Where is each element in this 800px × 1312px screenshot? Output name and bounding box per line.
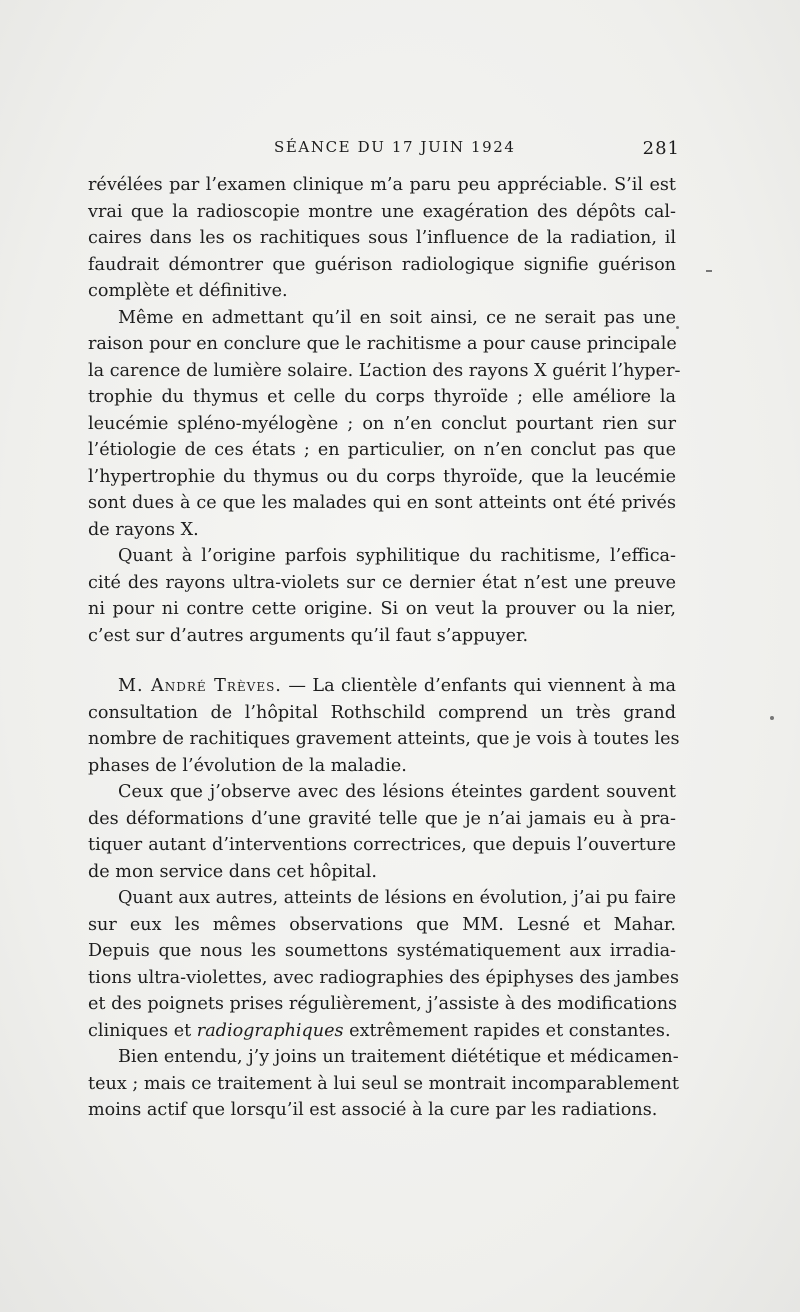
text-line: complète et définitive. <box>88 281 288 301</box>
text-line: Même en admettant qu’il en soit ainsi, ce ne serait pas une <box>118 307 676 328</box>
page-number: 281 <box>642 138 680 159</box>
paragraph-5 <box>88 779 676 885</box>
paragraph-1 <box>88 172 676 305</box>
text-line: l’étiologie de ces états ; en particulier, on n’en conclut pas que <box>88 440 676 460</box>
text-line: de rayons X. <box>88 519 199 540</box>
paragraph-4 <box>88 673 680 779</box>
running-title: SÉANCE DU 17 JUIN 1924 <box>274 138 516 156</box>
text-line: sont dues à ce que les malades qui en sont atteints ont été privés <box>88 493 676 513</box>
text-line: l’hypertrophie du thymus ou du corps thyroïde, que la leucémie <box>88 466 676 487</box>
text-line: de mon service dans cet hôpital. <box>88 861 377 882</box>
scan-speck <box>676 326 679 329</box>
text-line: tiquer autant d’interventions correctrices, que depuis l’ouverture <box>88 835 676 855</box>
text-fragment: extrêmement rapides et constantes. <box>343 1020 671 1041</box>
text-line: leucémie spléno-myélogène ; on n’en conclut pourtant rien sur <box>88 413 676 434</box>
text-line: trophie du thymus et celle du corps thyroïde ; elle améliore la <box>88 387 676 407</box>
text-line: raison pour en conclure que le rachitisme a pour cause principale <box>88 334 677 354</box>
text-line: c’est sur d’autres arguments qu’il faut s’appuyer. <box>88 625 529 646</box>
text-line: vrai que la radioscopie montre une exagération des dépôts cal- <box>88 201 676 222</box>
text-line: ni pour ni contre cette origine. Si on veut la prouver ou la nier, <box>88 599 676 619</box>
paragraph-2 <box>88 305 681 544</box>
text-line: cité des rayons ultra-violets sur ce dernier état n’est une preuve <box>88 572 676 593</box>
section-gap <box>88 649 676 673</box>
text-line: consultation de l’hôpital Rothschild comprend un très grand <box>88 702 676 723</box>
paragraph-3 <box>88 543 676 649</box>
text-line <box>88 1018 676 1045</box>
text-line: Ceux que j’observe avec des lésions éteintes gardent souvent <box>118 782 676 802</box>
scan-speck <box>770 716 774 720</box>
text-line: et des poignets prises régulièrement, j’assiste à des modifications <box>88 994 678 1014</box>
text-line: sur eux les mêmes observations que MM. Lesné et Mahar. <box>88 914 676 935</box>
text-line: phases de l’évolution de la maladie. <box>88 755 407 776</box>
text-line: Quant à l’origine parfois syphilitique du rachitisme, l’effica- <box>118 546 676 566</box>
text-line: Bien entendu, j’y joins un traitement diététique et médicamen- <box>118 1047 679 1067</box>
text-line: la carence de lumière solaire. L’action des rayons X guérit l’hyper- <box>88 360 681 381</box>
scan-speck <box>706 270 712 272</box>
text-line: nombre de rachitiques gravement atteints, que je vois à toutes les <box>88 729 680 749</box>
text-line: teux ; mais ce traitement à lui seul se montrait incomparablement <box>88 1073 679 1094</box>
paragraph-7 <box>88 1044 679 1124</box>
text-line: moins actif que lorsqu’il est associé à la cure par les radiations. <box>88 1100 658 1120</box>
text-line: révélées par l’examen clinique m’a paru peu appréciable. S’il est <box>88 175 676 195</box>
paragraph-6 <box>88 885 679 1044</box>
speaker-name: M. André Trèves. <box>118 676 282 696</box>
italic-word: radiographiques <box>196 1020 344 1041</box>
text-line <box>88 673 676 700</box>
text-line: Quant aux autres, atteints de lésions en évolution, j’ai pu faire <box>118 888 676 908</box>
text-line: caires dans les os rachitiques sous l’influence de la radiation, il <box>88 228 676 248</box>
text-line: des déformations d’une gravité telle que je n’ai jamais eu à pra- <box>88 808 676 829</box>
text-line: faudrait démontrer que guérison radiologique signifie guérison <box>88 254 676 275</box>
page-header <box>88 134 680 164</box>
body-text <box>88 172 681 1124</box>
text-fragment: cliniques et <box>88 1020 197 1041</box>
text-line: tions ultra-violettes, avec radiographies des épiphyses des jambes <box>88 967 679 988</box>
speaker-text: — La clientèle d’enfants qui viennent à ma <box>281 676 676 696</box>
text-line: Depuis que nous les soumettons systématiquement aux irradia- <box>88 941 676 961</box>
